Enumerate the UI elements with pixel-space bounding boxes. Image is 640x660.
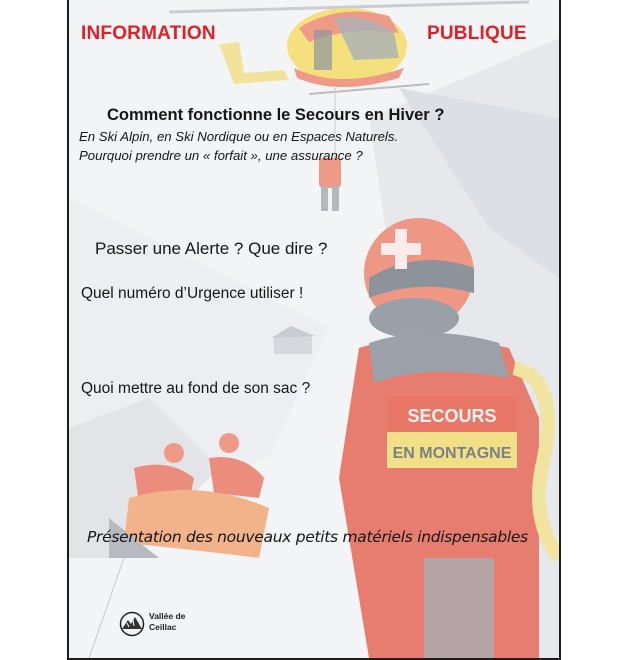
header-publique: PUBLIQUE [427,23,527,44]
logo-text-line1: Vallée de [149,611,186,621]
intro-subtitle-line1: En Ski Alpin, en Ski Nordique ou en Espaces Naturels. [79,129,399,144]
header-information: INFORMATION [81,23,216,44]
svg-text:SECOURS: SECOURS [407,406,497,426]
topic-emergency-number: Quel numéro d’Urgence utiliser ! [81,285,304,302]
logo-vallee-de-ceillac [119,611,185,637]
topic-backpack: Quoi mettre au fond de son sac ? [81,380,311,397]
svg-text:EN MONTAGNE: EN MONTAGNE [392,445,512,462]
mountain-logo-icon [119,611,145,637]
intro-title: Comment fonctionne le Secours en Hiver ? [107,106,445,124]
logo-text-line2: Ceillac [149,622,177,632]
background-photo [69,0,559,658]
poster-page [67,0,561,660]
equipment-presentation: Présentation des nouveaux petits matériels indispensables [87,528,528,546]
topic-alert: Passer une Alerte ? Que dire ? [95,239,328,258]
intro-subtitle-line2: Pourquoi prendre un « forfait », une assurance ? [79,148,363,163]
